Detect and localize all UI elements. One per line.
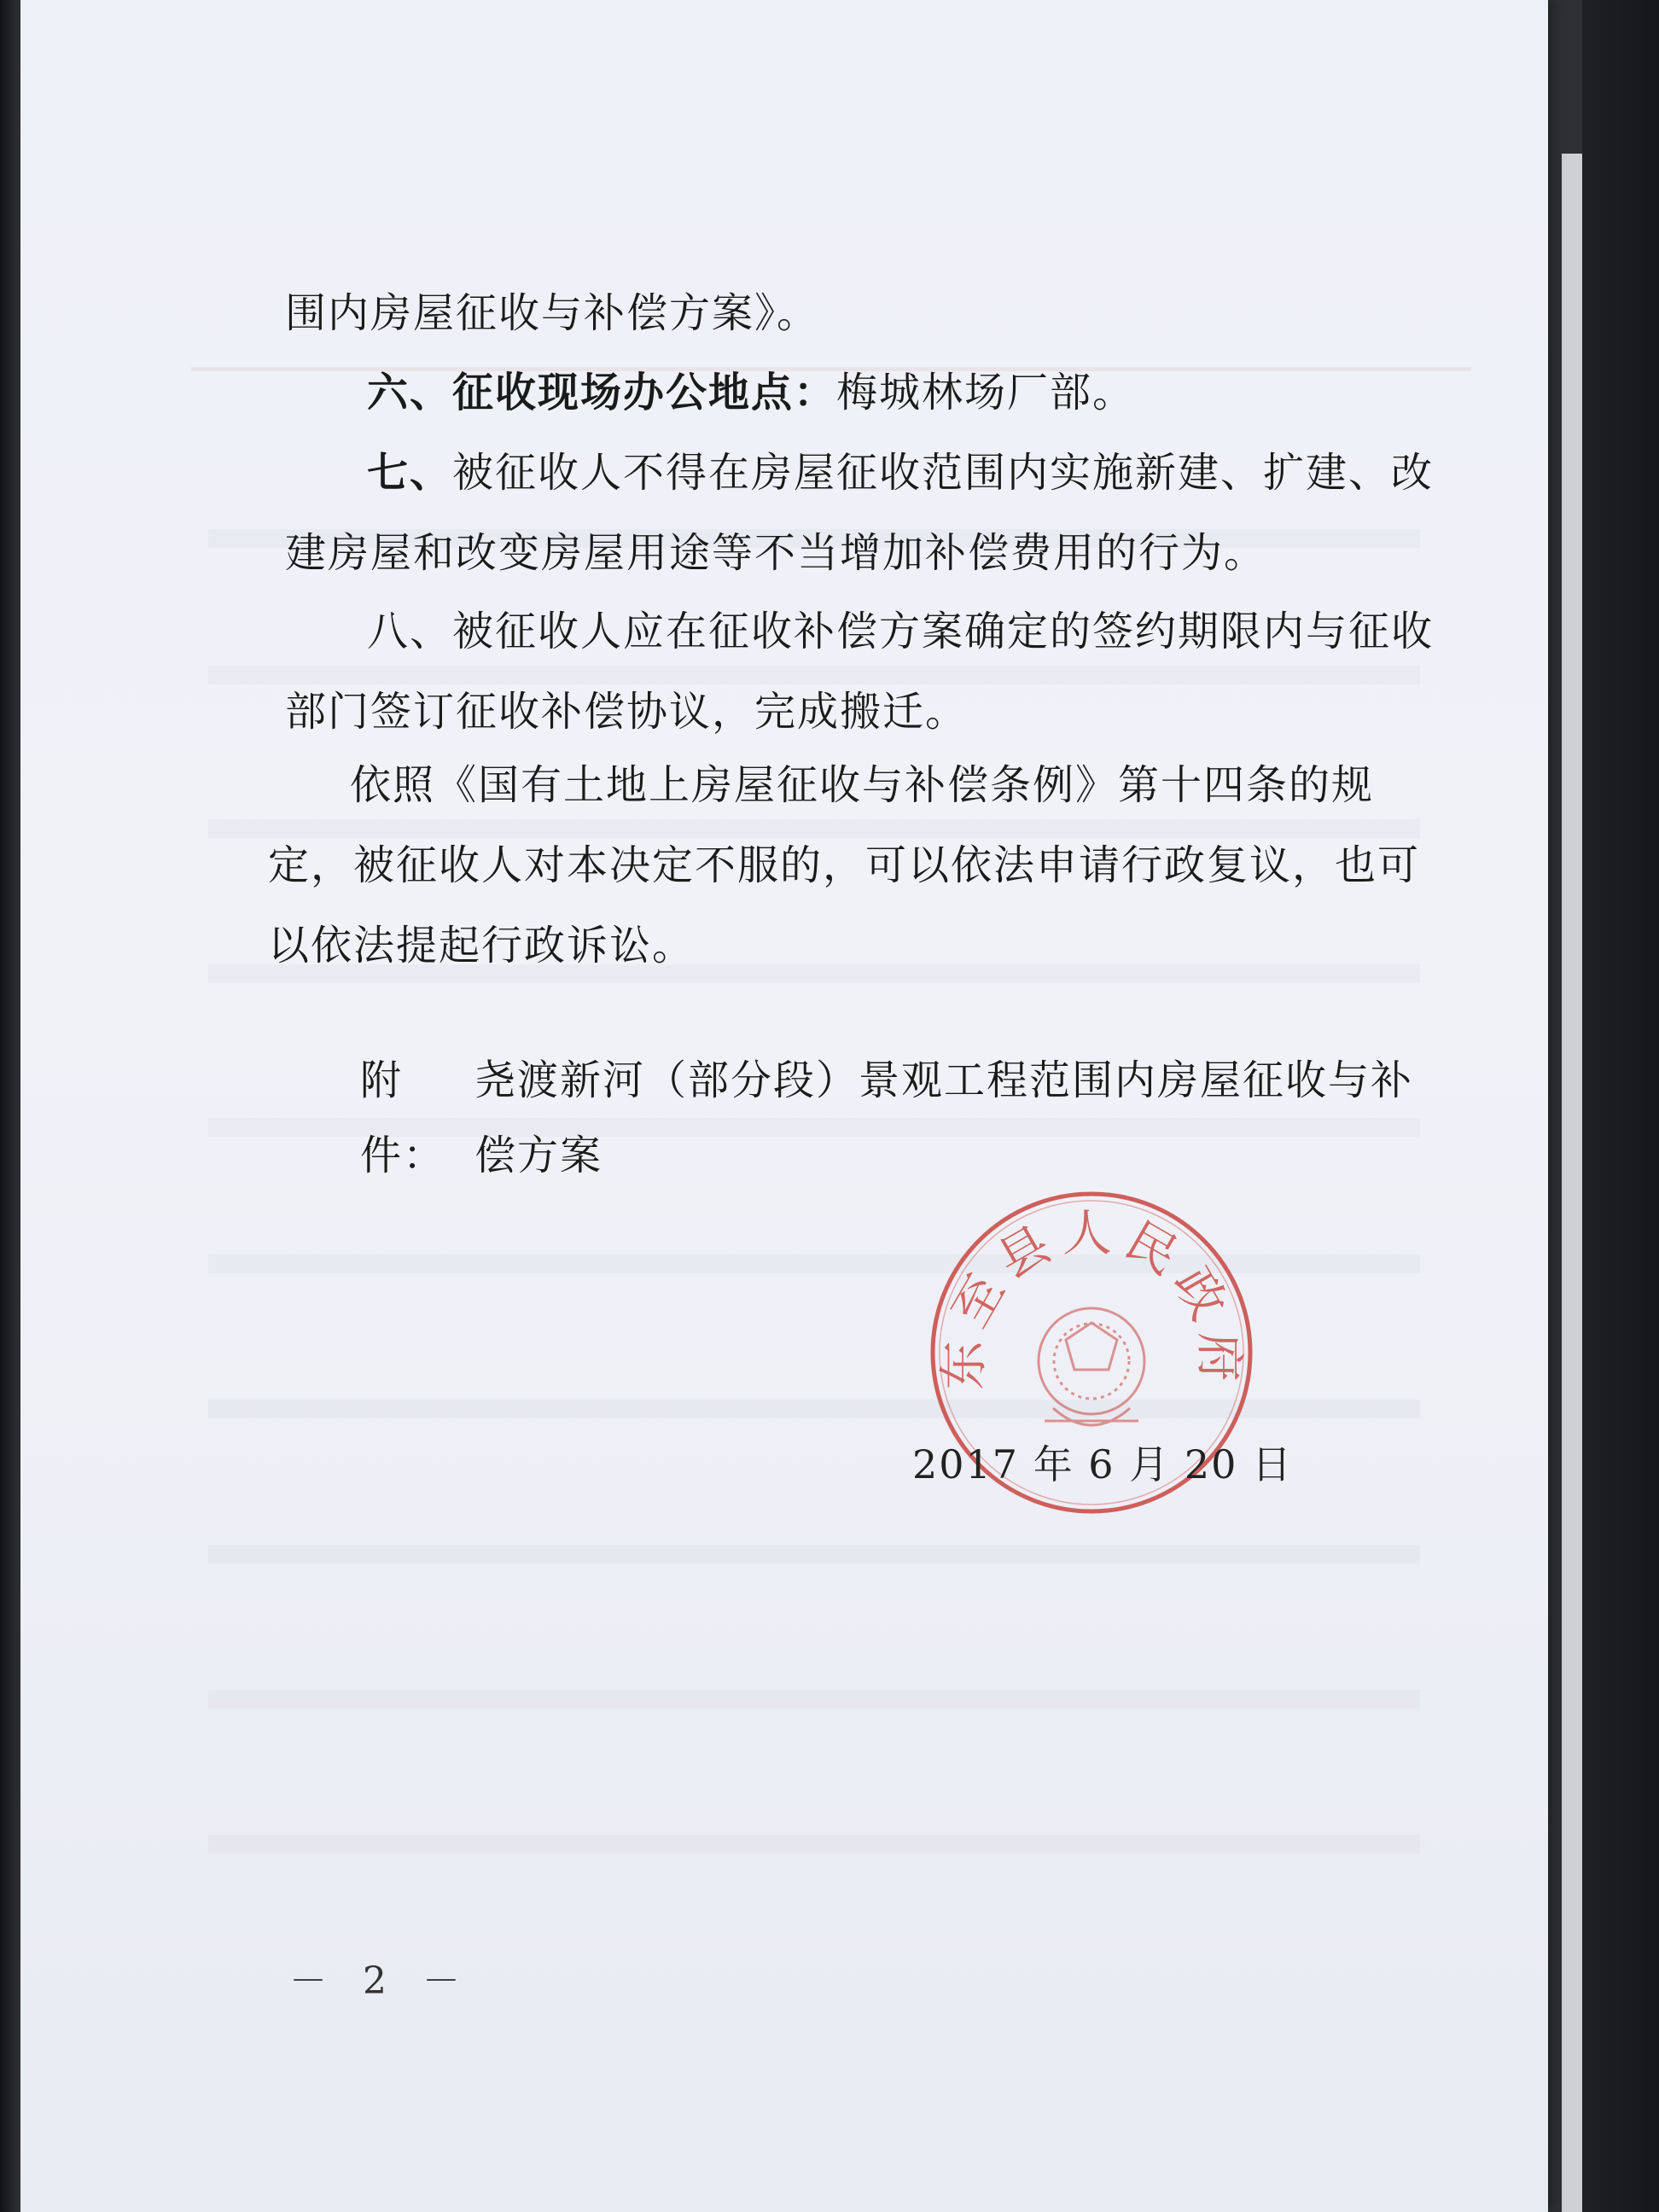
bleed-through-row <box>208 1690 1420 1708</box>
paragraph-legal-basis <box>268 745 1446 986</box>
paragraph-heading: 六、征收现场办公地点： <box>367 369 837 416</box>
paragraph-text: 依照《国有土地上房屋征收与补偿条例》第十四条的规定，被征收人对本决定不服的，可以依法申请行政复议，也可以依法提起行政诉讼。 <box>268 761 1421 969</box>
paragraph-heading: 七、 <box>367 449 453 497</box>
bleed-through-row <box>208 1545 1420 1563</box>
issue-date: 2017 年 6 月 20 日 <box>912 1441 1293 1487</box>
bleed-through-row <box>208 1835 1420 1854</box>
scanner-edge-right <box>1582 0 1659 2212</box>
paragraph-text: 被征收人不得在房屋征收范围内实施新建、扩建、改建房屋和改变房屋用途等不当增加补偿费用的行为。 <box>285 449 1435 577</box>
attachment-label: 附件： <box>360 1057 446 1179</box>
paragraph-seven <box>285 433 1446 593</box>
attachment-title: 尧渡新河（部分段）景观工程范围内房屋征收与补偿方案 <box>474 1057 1414 1179</box>
national-emblem-icon <box>1039 1308 1144 1425</box>
paragraph-six <box>285 352 1446 433</box>
paragraph-text: 围内房屋征收与补偿方案》。 <box>285 289 820 337</box>
document-page <box>20 0 1548 2212</box>
paragraph-text: 八、被征收人应在征收补偿方案确定的签约期限内与征收部门签订征收补偿协议，完成搬迁。 <box>285 608 1435 736</box>
paragraph-eight <box>285 591 1446 752</box>
seal-text: 东至县人民政府 <box>934 1204 1249 1391</box>
paragraph-text: 梅城林场厂部。 <box>836 369 1136 416</box>
page-number: － 2 － <box>289 1959 472 2003</box>
attachment-note <box>360 1043 1452 1193</box>
paragraph-continuation <box>285 273 1446 353</box>
